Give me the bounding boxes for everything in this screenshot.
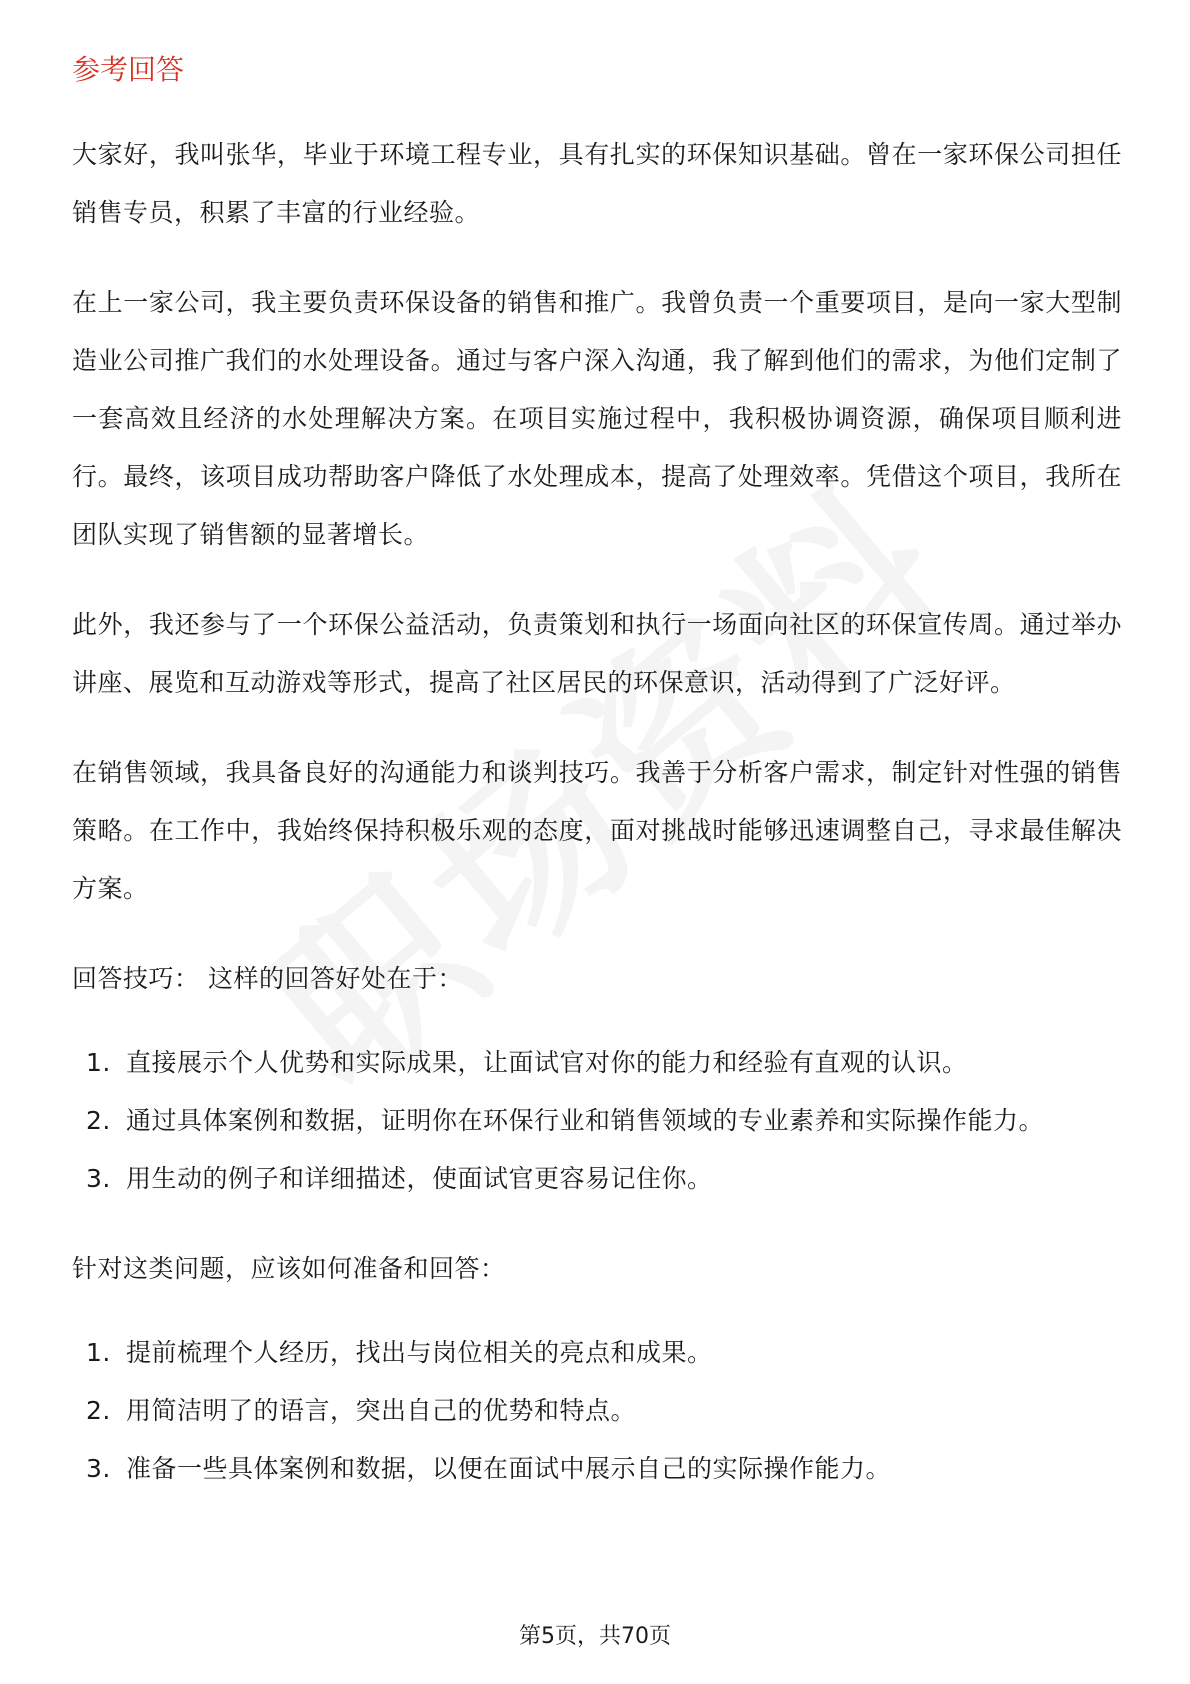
list-text: 通过具体案例和数据，证明你在环保行业和销售领域的专业素养和实际操作能力。 xyxy=(126,1106,1045,1135)
list-number: 3. xyxy=(86,1164,111,1193)
list-number: 3. xyxy=(86,1454,111,1483)
list-item xyxy=(72,1324,1122,1382)
list-text: 提前梳理个人经历，找出与岗位相关的亮点和成果。 xyxy=(126,1338,713,1367)
page-footer: 第5页，共70页 xyxy=(519,1624,671,1649)
paragraph-project: 在上一家公司，我主要负责环保设备的销售和推广。我曾负责一个重要项目，是向一家大型制造业公司推广我们的水处理设备。通过与客户深入沟通，我了解到他们的需求，为他们定制了一套高效且经济的水处理解决方案。在项目实施过程中，我积极协调资源，确保项目顺利进行。最终，该项目成功帮助客户降低了水处理成本，提高了处理效率。凭借这个项目，我所在团队实现了销售额的显著增长。 xyxy=(72,288,1122,549)
list-number: 1. xyxy=(86,1048,111,1077)
document-body xyxy=(72,44,1122,1530)
list-number: 2. xyxy=(86,1106,111,1135)
paragraph-skills: 在销售领域，我具备良好的沟通能力和谈判技巧。我善于分析客户需求，制定针对性强的销售策略。在工作中，我始终保持积极乐观的态度，面对挑战时能够迅速调整自己，寻求最佳解决方案。 xyxy=(72,758,1122,903)
list-text: 直接展示个人优势和实际成果，让面试官对你的能力和经验有直观的认识。 xyxy=(126,1048,968,1077)
section-title: 参考回答 xyxy=(72,53,185,86)
list-text: 准备一些具体案例和数据，以便在面试中展示自己的实际操作能力。 xyxy=(126,1454,892,1483)
list-item xyxy=(72,1034,1122,1092)
list-number: 2. xyxy=(86,1396,111,1425)
list-text: 用生动的例子和详细描述，使面试官更容易记住你。 xyxy=(126,1164,713,1193)
list-number: 1. xyxy=(86,1338,111,1367)
paragraph-activity: 此外，我还参与了一个环保公益活动，负责策划和执行一场面向社区的环保宣传周。通过举办讲座、展览和互动游戏等形式，提高了社区居民的环保意识，活动得到了广泛好评。 xyxy=(72,610,1122,697)
list-item xyxy=(72,1092,1122,1150)
tips-heading: 回答技巧： 这样的回答好处在于： xyxy=(72,964,463,993)
prep-list xyxy=(72,1324,1122,1498)
prep-heading: 针对这类问题，应该如何准备和回答： xyxy=(72,1254,506,1283)
list-item xyxy=(72,1382,1122,1440)
tips-list xyxy=(72,1034,1122,1208)
list-item xyxy=(72,1150,1122,1208)
list-item xyxy=(72,1440,1122,1498)
list-text: 用简洁明了的语言，突出自己的优势和特点。 xyxy=(126,1396,637,1425)
paragraph-intro: 大家好，我叫张华，毕业于环境工程专业，具有扎实的环保知识基础。曾在一家环保公司担任销售专员，积累了丰富的行业经验。 xyxy=(72,140,1122,227)
